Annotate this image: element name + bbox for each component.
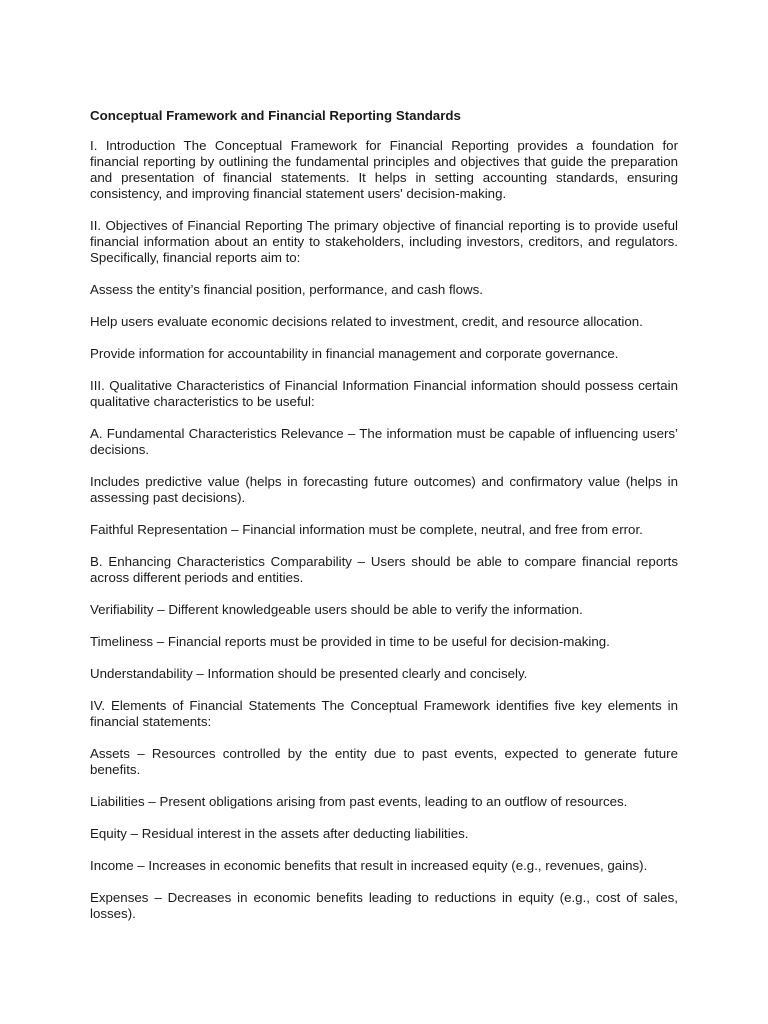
- paragraph-verifiability: Verifiability – Different knowledgeable users should be able to verify the information.: [90, 602, 583, 617]
- paragraph-relevance: A. Fundamental Characteristics Relevance – The information must be capable of influencing users’ decisions.: [90, 426, 678, 457]
- paragraph-timeliness: Timeliness – Financial reports must be provided in time to be useful for decision-making.: [90, 634, 610, 649]
- paragraph-qualitative-characteristics: III. Qualitative Characteristics of Financial Information Financial information should possess certain qualitative characteristics to be useful:: [90, 378, 678, 409]
- paragraph-assets: Assets – Resources controlled by the entity due to past events, expected to generate future benefits.: [90, 746, 678, 777]
- paragraph-objectives: II. Objectives of Financial Reporting The primary objective of financial reporting is to provide useful financial information about an entity to stakeholders, including investors, creditors, and regulators. Specifically, financial reports aim to:: [90, 218, 678, 265]
- document-page: [90, 108, 678, 938]
- paragraph-comparability: B. Enhancing Characteristics Comparability – Users should be able to compare financial reports across different periods and entities.: [90, 554, 678, 585]
- paragraph-equity: Equity – Residual interest in the assets after deducting liabilities.: [90, 826, 469, 841]
- paragraph-evaluate-decisions: Help users evaluate economic decisions related to investment, credit, and resource allocation.: [90, 314, 643, 329]
- paragraph-assess-position: Assess the entity’s financial position, performance, and cash flows.: [90, 282, 483, 297]
- paragraph-faithful-representation: Faithful Representation – Financial information must be complete, neutral, and free from error.: [90, 522, 643, 537]
- paragraph-income: Income – Increases in economic benefits that result in increased equity (e.g., revenues, gains).: [90, 858, 648, 873]
- paragraph-accountability: Provide information for accountability in financial management and corporate governance.: [90, 346, 619, 361]
- paragraph-elements: IV. Elements of Financial Statements The Conceptual Framework identifies five key elements in financial statements:: [90, 698, 678, 729]
- paragraph-liabilities: Liabilities – Present obligations arising from past events, leading to an outflow of resources.: [90, 794, 628, 809]
- paragraph-understandability: Understandability – Information should be presented clearly and concisely.: [90, 666, 528, 681]
- paragraph-introduction: I. Introduction The Conceptual Framework for Financial Reporting provides a foundation for financial reporting by outlining the fundamental principles and objectives that guide the preparation and presentation of financial statements. It helps in setting accounting standards, ensuring consistency, and improving financial statement users' decision-making.: [90, 138, 678, 201]
- paragraph-predictive-value: Includes predictive value (helps in forecasting future outcomes) and confirmatory value (helps in assessing past decisions).: [90, 474, 678, 505]
- paragraph-expenses: Expenses – Decreases in economic benefits leading to reductions in equity (e.g., cost of sales, losses).: [90, 890, 678, 921]
- document-title: Conceptual Framework and Financial Reporting Standards: [90, 108, 461, 123]
